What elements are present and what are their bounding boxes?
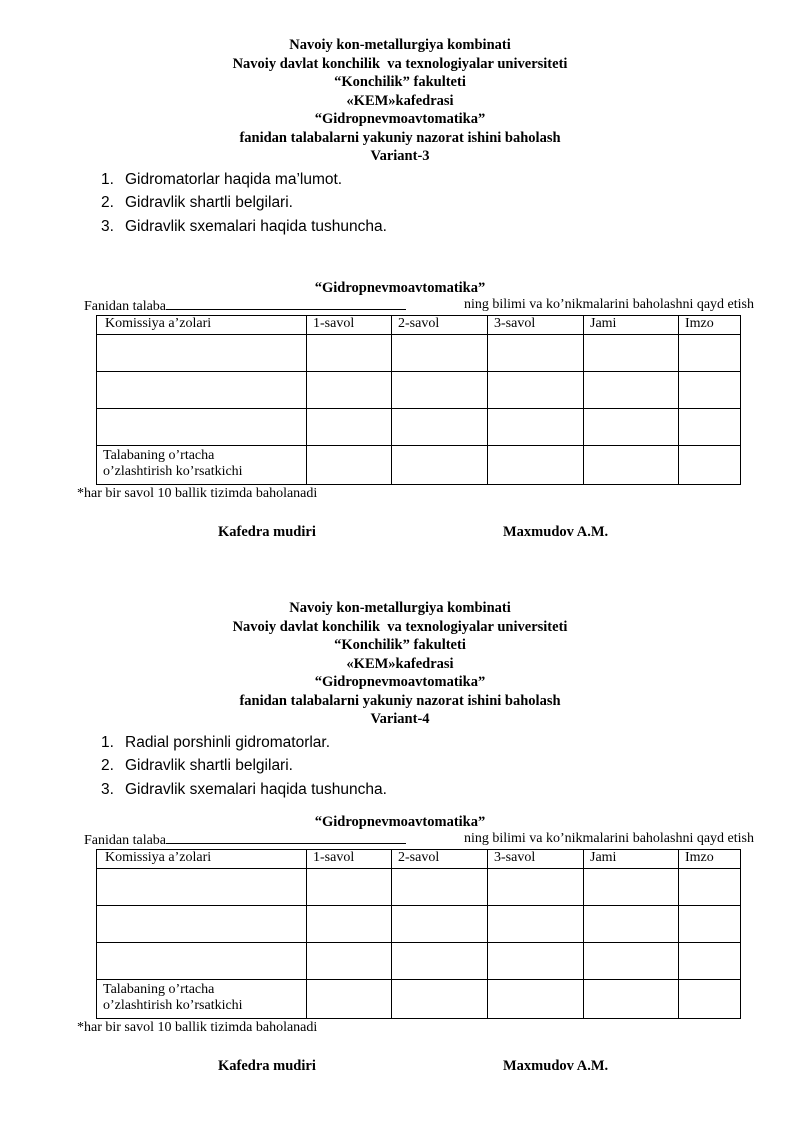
question-item: 2. Gidravlik shartli belgilari. <box>101 194 293 211</box>
table-row <box>97 869 741 906</box>
signature-line <box>0 1058 800 1078</box>
header-organization: Navoiy kon-metallurgiya kombinati <box>289 37 511 53</box>
table-cell[interactable] <box>392 446 488 485</box>
table-row <box>97 372 741 409</box>
header-faculty: “Konchilik” fakulteti <box>334 637 466 653</box>
scoring-footnote: *har bir savol 10 ballik tizimda baholanadi <box>77 1020 318 1035</box>
table-cell[interactable] <box>97 906 307 943</box>
table-cell[interactable] <box>97 869 307 906</box>
subject-title: “Gidropnevmoavtomatika” <box>314 280 486 296</box>
question-item: 1. Gidromatorlar haqida ma’lumot. <box>101 170 343 188</box>
question-item: 2. Gidravlik shartli belgilari. <box>101 757 293 774</box>
table-cell[interactable] <box>307 869 392 906</box>
table-cell[interactable] <box>97 409 307 446</box>
col-header-signature: Imzo <box>679 316 741 335</box>
col-header-q1: 1-savol <box>307 316 392 335</box>
student-name-blank[interactable] <box>166 831 406 844</box>
department-head-name: Maxmudov A.M. <box>503 524 609 540</box>
department-head-name: Maxmudov A.M. <box>503 1058 609 1074</box>
department-head-label: Kafedra mudiri <box>218 1058 316 1074</box>
variant-block-3 <box>0 36 800 544</box>
header-university: Navoiy davlat konchilik va texnologiyalar universiteti <box>232 55 568 72</box>
table-cell[interactable] <box>584 409 679 446</box>
header-department: «KEM»kafedrasi <box>346 92 454 109</box>
table-cell[interactable] <box>307 409 392 446</box>
header-subject: “Gidropnevmoavtomatika” <box>314 111 486 127</box>
table-cell[interactable] <box>307 906 392 943</box>
table-cell[interactable] <box>584 869 679 906</box>
table-row <box>97 409 741 446</box>
table-cell[interactable] <box>584 335 679 372</box>
col-header-q3: 3-savol <box>488 850 584 869</box>
table-row <box>97 906 741 943</box>
subject-title: “Gidropnevmoavtomatika” <box>314 814 486 830</box>
average-score-row <box>97 980 741 1019</box>
student-name-line <box>84 831 754 849</box>
table-cell[interactable] <box>392 372 488 409</box>
col-header-commission: Komissiya a’zolari <box>97 850 307 869</box>
signature-line <box>0 524 800 544</box>
grading-table <box>96 315 741 485</box>
table-cell[interactable] <box>679 372 741 409</box>
col-header-q2: 2-savol <box>392 850 488 869</box>
table-cell[interactable] <box>307 980 392 1019</box>
col-header-q1: 1-savol <box>307 850 392 869</box>
table-cell[interactable] <box>584 943 679 980</box>
table-cell[interactable] <box>488 980 584 1019</box>
student-prefix: Fanidan talaba <box>84 299 167 314</box>
table-cell[interactable] <box>392 409 488 446</box>
table-cell[interactable] <box>679 335 741 372</box>
variant-block-4 <box>0 599 800 1078</box>
table-cell[interactable] <box>97 372 307 409</box>
question-item: 3. Gidravlik sxemalari haqida tushuncha. <box>101 780 387 798</box>
table-cell[interactable] <box>488 906 584 943</box>
table-header-row <box>97 316 741 335</box>
table-row <box>97 335 741 372</box>
col-header-total: Jami <box>584 316 679 335</box>
table-row <box>97 943 741 980</box>
table-header-row <box>97 850 741 869</box>
department-head-label: Kafedra mudiri <box>218 524 316 540</box>
header-purpose: fanidan talabalarni yakuniy nazorat ishini baholash <box>239 692 561 709</box>
question-list <box>0 168 800 239</box>
header-faculty: “Konchilik” fakulteti <box>334 74 466 90</box>
table-cell[interactable] <box>488 335 584 372</box>
table-cell[interactable] <box>584 446 679 485</box>
table-cell[interactable] <box>392 869 488 906</box>
table-cell[interactable] <box>392 906 488 943</box>
table-cell[interactable] <box>488 446 584 485</box>
student-suffix: ning bilimi va ko’nikmalarini baholashni qayd etish <box>463 297 754 312</box>
student-suffix: ning bilimi va ko’nikmalarini baholashni qayd etish <box>463 831 754 846</box>
header-variant: Variant-4 <box>370 711 430 727</box>
header-purpose: fanidan talabalarni yakuniy nazorat ishini baholash <box>239 129 561 146</box>
table-cell[interactable] <box>488 409 584 446</box>
table-cell[interactable] <box>488 869 584 906</box>
header-variant: Variant-3 <box>370 148 430 164</box>
header-department: «KEM»kafedrasi <box>346 655 454 672</box>
table-cell[interactable] <box>679 446 741 485</box>
table-cell[interactable] <box>97 335 307 372</box>
col-header-q3: 3-savol <box>488 316 584 335</box>
document-header <box>0 36 800 166</box>
col-header-signature: Imzo <box>679 850 741 869</box>
document-header <box>0 599 800 729</box>
col-header-total: Jami <box>584 850 679 869</box>
table-cell[interactable] <box>307 943 392 980</box>
student-name-blank[interactable] <box>166 297 406 310</box>
student-name-line <box>84 297 754 315</box>
question-item: 1. Radial porshinli gidromatorlar. <box>101 733 331 751</box>
table-cell[interactable] <box>97 943 307 980</box>
col-header-q2: 2-savol <box>392 316 488 335</box>
table-cell[interactable] <box>307 335 392 372</box>
table-cell[interactable] <box>679 980 741 1019</box>
question-list <box>0 731 800 802</box>
table-cell[interactable] <box>392 335 488 372</box>
table-cell[interactable] <box>307 372 392 409</box>
table-cell[interactable] <box>584 980 679 1019</box>
student-prefix: Fanidan talaba <box>84 833 167 848</box>
table-cell[interactable] <box>679 906 741 943</box>
average-score-label: Talabaning o’rtacha o’zlashtirish ko’rsatkichi <box>97 446 307 485</box>
average-score-label: Talabaning o’rtacha o’zlashtirish ko’rsatkichi <box>97 980 307 1019</box>
table-cell[interactable] <box>679 943 741 980</box>
table-cell[interactable] <box>488 943 584 980</box>
table-cell[interactable] <box>392 943 488 980</box>
question-item: 3. Gidravlik sxemalari haqida tushuncha. <box>101 217 387 235</box>
grading-table <box>96 849 741 1019</box>
col-header-commission: Komissiya a’zolari <box>97 316 307 335</box>
table-cell[interactable] <box>679 409 741 446</box>
header-organization: Navoiy kon-metallurgiya kombinati <box>289 600 511 616</box>
table-cell[interactable] <box>488 372 584 409</box>
header-subject: “Gidropnevmoavtomatika” <box>314 674 486 690</box>
table-cell[interactable] <box>679 869 741 906</box>
table-cell[interactable] <box>307 446 392 485</box>
table-cell[interactable] <box>392 980 488 1019</box>
table-cell[interactable] <box>584 906 679 943</box>
average-score-row <box>97 446 741 485</box>
scoring-footnote: *har bir savol 10 ballik tizimda baholanadi <box>77 486 318 501</box>
header-university: Navoiy davlat konchilik va texnologiyalar universiteti <box>232 618 568 635</box>
table-cell[interactable] <box>584 372 679 409</box>
